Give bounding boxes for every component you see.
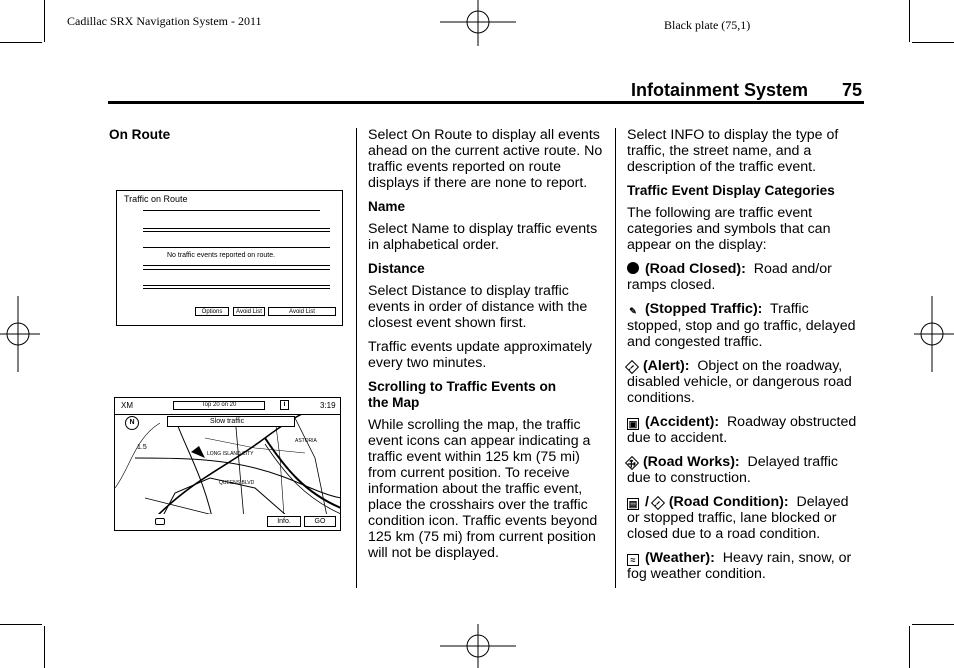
- distance-paragraph: Select Distance to display traffic events in order of distance with the closest event shown first.: [368, 283, 588, 331]
- avoid-list-button-2[interactable]: Avoid List: [268, 307, 336, 316]
- heading-name: Name: [368, 199, 406, 214]
- category-road-closed: (Road Closed): Road and/or ramps closed.: [627, 261, 832, 293]
- screen-title: Traffic on Route: [124, 194, 188, 204]
- info-button[interactable]: Info.: [267, 516, 301, 527]
- crop-mark: [912, 42, 954, 43]
- accident-icon: ▣: [628, 419, 638, 429]
- list-line: [143, 265, 330, 266]
- registration-mark-left: [0, 296, 40, 372]
- map-road-label: LONG ISLAND CITY: [207, 451, 254, 457]
- weather-icon: ≈: [627, 554, 639, 566]
- heading-distance: Distance: [368, 261, 425, 276]
- header-rule: [108, 101, 864, 104]
- heading-categories: Traffic Event Display Categories: [627, 183, 835, 198]
- band-label: XM: [121, 401, 133, 410]
- crop-mark: [0, 42, 42, 43]
- registration-mark-top: [440, 0, 516, 48]
- crop-mark: [909, 0, 910, 42]
- slow-traffic-label: Slow traffic: [167, 416, 295, 427]
- on-route-paragraph: Select On Route to display all events ahead on the current active route. No traffic events reported on route displays if there are none to report.: [368, 127, 603, 191]
- category-stopped-traffic: ✎ (Stopped Traffic): Traffic stopped, stop and go traffic, delayed and congested traffic.: [627, 301, 856, 350]
- road-works-icon: ⚒: [624, 457, 638, 471]
- crop-mark: [44, 0, 45, 42]
- category-accident: ▣ (Accident): Roadway obstructed due to accident.: [627, 414, 857, 446]
- no-events-message: No traffic events reported on route.: [167, 252, 276, 259]
- list-line: [143, 231, 330, 232]
- station-label: Top 20 on 20: [173, 401, 265, 410]
- stopped-traffic-icon: ✎: [629, 306, 637, 316]
- traffic-map-screen: [114, 397, 341, 531]
- categories-intro: The following are traffic event categories and symbols that can appear on the display:: [627, 205, 831, 253]
- list-line: [143, 269, 330, 270]
- north-compass-icon[interactable]: N: [125, 416, 139, 430]
- options-button[interactable]: Options: [195, 307, 229, 316]
- category-road-condition: ▤ / ! (Road Condition): Delayed or stopped traffic, lane blocked or closed due to a road condition.: [627, 494, 849, 542]
- info-paragraph: Select INFO to display the type of traffic, the street name, and a description of the traffic event.: [627, 127, 839, 175]
- map-road-label: QUEENS BLVD: [219, 480, 255, 486]
- list-line: [143, 285, 330, 286]
- go-button[interactable]: GO: [304, 516, 336, 527]
- page-number: 75: [842, 80, 863, 100]
- list-line: [143, 247, 330, 248]
- crop-mark: [44, 626, 45, 668]
- map-road-label: ASTORIA: [295, 438, 317, 444]
- scrolling-paragraph: While scrolling the map, the traffic event icons can appear indicating a traffic event within 125 km (75 mi) from current position. To receive information about the traffic event, place the crosshairs over the traffic condition icon. Traffic events beyond 125 km (75 mi) from current position will not be displayed.: [368, 417, 598, 561]
- alert-icon: !: [651, 496, 665, 510]
- clock-time: 3:19: [320, 401, 336, 410]
- alert-icon: !: [625, 360, 639, 374]
- section-title: Infotainment System: [631, 80, 809, 100]
- name-paragraph: Select Name to display traffic events in alphabetical order.: [368, 221, 598, 253]
- column-divider: [356, 128, 357, 588]
- column-divider: [615, 128, 616, 588]
- avoid-list-button[interactable]: Avoid List: [233, 307, 265, 316]
- map-scale: 1.5: [137, 444, 147, 451]
- crop-mark: [0, 624, 42, 625]
- heading-on-route: On Route: [109, 127, 171, 142]
- registration-mark-right: [914, 296, 954, 372]
- road-closed-icon: [627, 262, 639, 274]
- category-road-works: ⚒ (Road Works): Delayed traffic due to construction.: [624, 454, 838, 486]
- document-meta-left: Cadillac SRX Navigation System - 2011: [67, 14, 262, 28]
- list-line: [143, 288, 330, 289]
- category-weather: ≈ (Weather): Heavy rain, snow, or fog weather condition.: [627, 550, 852, 582]
- road-condition-icon: ▤: [628, 499, 638, 509]
- list-line: [143, 210, 320, 211]
- registration-mark-bottom: [440, 622, 516, 668]
- car-icon: [155, 518, 165, 525]
- info-icon: i: [280, 400, 289, 410]
- traffic-on-route-screen: [116, 190, 343, 326]
- crop-mark: [912, 624, 954, 625]
- list-line: [143, 228, 330, 229]
- heading-scrolling: Scrolling to Traffic Events on the Map: [368, 379, 557, 410]
- update-paragraph: Traffic events update approximately every two minutes.: [368, 339, 592, 371]
- crop-mark: [909, 626, 910, 668]
- category-alert: ! (Alert): Object on the roadway, disabled vehicle, or dangerous road conditions.: [626, 358, 852, 406]
- document-meta-right: Black plate (75,1): [664, 18, 751, 32]
